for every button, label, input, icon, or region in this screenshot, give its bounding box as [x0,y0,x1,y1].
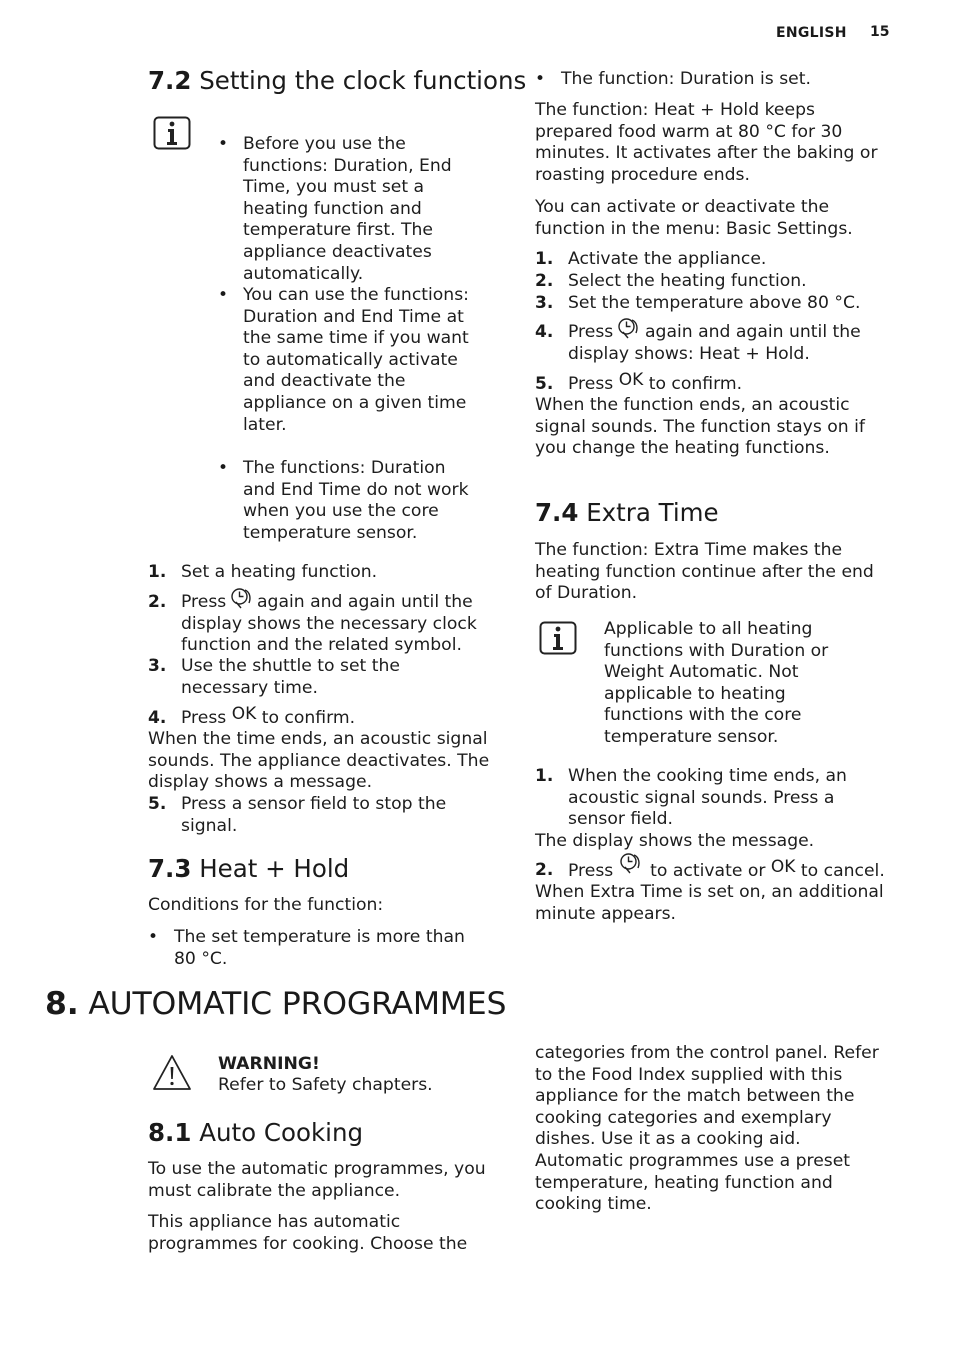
paragraph: The function: Heat + Hold keeps prepared food warm at 80 °C for 30 minutes. It activates after the baking or roasting procedure ends. [535,100,878,185]
ok-icon: OK [231,704,257,724]
bullet-text: The function: Duration is set. [561,69,811,89]
step-number: 1. [535,249,554,269]
step-number: 1. [148,562,167,582]
info-bullet-text: Before you use the functions: Duration, End Time, you must set a heating function and temperature first. The appliance deactivates automatically. [243,134,452,284]
chapter-8-heading: 8. AUTOMATIC PROGRAMMES [45,986,507,1022]
step-text: Press [181,592,227,612]
page-number: 15 [870,24,890,40]
step-text: Press a sensor field to stop the signal. [181,794,447,836]
step-number: 3. [148,656,167,676]
step-number: 2. [535,860,554,880]
info-bullet-text: The functions: Duration and End Time do not work when you use the core temperature sensor. [243,458,469,543]
bullet-dot: • [148,927,159,947]
step-number: 2. [148,592,167,612]
step-text: When the cooking time ends, an acoustic signal sounds. Press a sensor field. [568,766,847,830]
info-text: Applicable to all heating functions with Duration or Weight Automatic. Not applicable to heating functions with the core temperature sensor. [604,619,829,747]
step-number: 1. [535,766,554,786]
step-text: Select the heating function. [568,271,807,291]
paragraph: The display shows the message. [535,831,815,851]
paragraph: This appliance has automatic programmes for cooking. Choose the [148,1212,468,1254]
paragraph: categories from the control panel. Refer to the Food Index supplied with this appliance for the match between the cooking categories and exemplary dishes. Use it as a cooking aid. Automatic programmes use a preset temperature, heating function and cooking time. [535,1043,879,1215]
step-text: Press OK to confirm. [181,704,356,728]
info-icon [539,621,577,655]
step-number: 4. [148,708,167,728]
step-text: Set the temperature above 80 °C. [568,293,861,313]
step-text: Press to activate or OK to cancel. [568,860,885,883]
step-text: again and again until the display shows: Heat + Hold. [568,322,861,364]
bullet-dot: • [535,69,546,89]
warning-title: WARNING! [218,1054,320,1074]
language-label: ENGLISH [776,25,847,41]
section-7-2-heading: 7.2 Setting the clock functions [148,66,527,95]
paragraph: The function: Extra Time makes the heating function continue after the end of Duration. [535,540,874,604]
paragraph: When the time ends, an acoustic signal sounds. The appliance deactivates. The display shows a message. [148,729,490,793]
step-number: 4. [535,322,554,342]
paragraph: When Extra Time is set on, an additional minute appears. [535,882,884,924]
step-text: Use the shuttle to set the necessary time. [181,656,400,698]
warning-icon [152,1054,192,1092]
section-8-1-heading: 8.1 Auto Cooking [148,1118,364,1147]
ok-icon: OK [618,370,644,390]
section-7-3-heading: 7.3 Heat + Hold [148,854,350,883]
clock-function-icon [619,860,645,876]
step-text: Press [568,322,614,342]
step-number: 5. [535,374,554,394]
paragraph: To use the automatic programmes, you must calibrate the appliance. [148,1159,486,1201]
bullet-dot: • [218,285,229,305]
bullet-dot: • [218,458,229,478]
ok-icon: OK [770,857,796,877]
warning-text: Refer to Safety chapters. [218,1075,433,1095]
step-text: Set a heating function. [181,562,378,582]
paragraph: You can activate or deactivate the function in the menu: Basic Settings. [535,197,853,239]
info-icon [153,116,191,150]
step-text: Activate the appliance. [568,249,767,269]
bullet-dot: • [218,134,229,154]
step-number: 3. [535,293,554,313]
step-text: again and again until the display shows the necessary clock function and the related symbol. [181,592,477,656]
bullet-text: The set temperature is more than 80 °C. [174,927,465,969]
step-number: 5. [148,794,167,814]
info-bullet-text: You can use the functions: Duration and End Time at the same time if you want to automatically activate and deactivate the appliance on a given time later. [243,285,469,435]
step-text: Press OK to confirm. [568,370,743,394]
paragraph: When the function ends, an acoustic signal sounds. The function stays on if you change the heating functions. [535,395,865,459]
step-number: 2. [535,271,554,291]
paragraph: Conditions for the function: [148,895,384,915]
section-7-4-heading: 7.4 Extra Time [535,498,719,527]
